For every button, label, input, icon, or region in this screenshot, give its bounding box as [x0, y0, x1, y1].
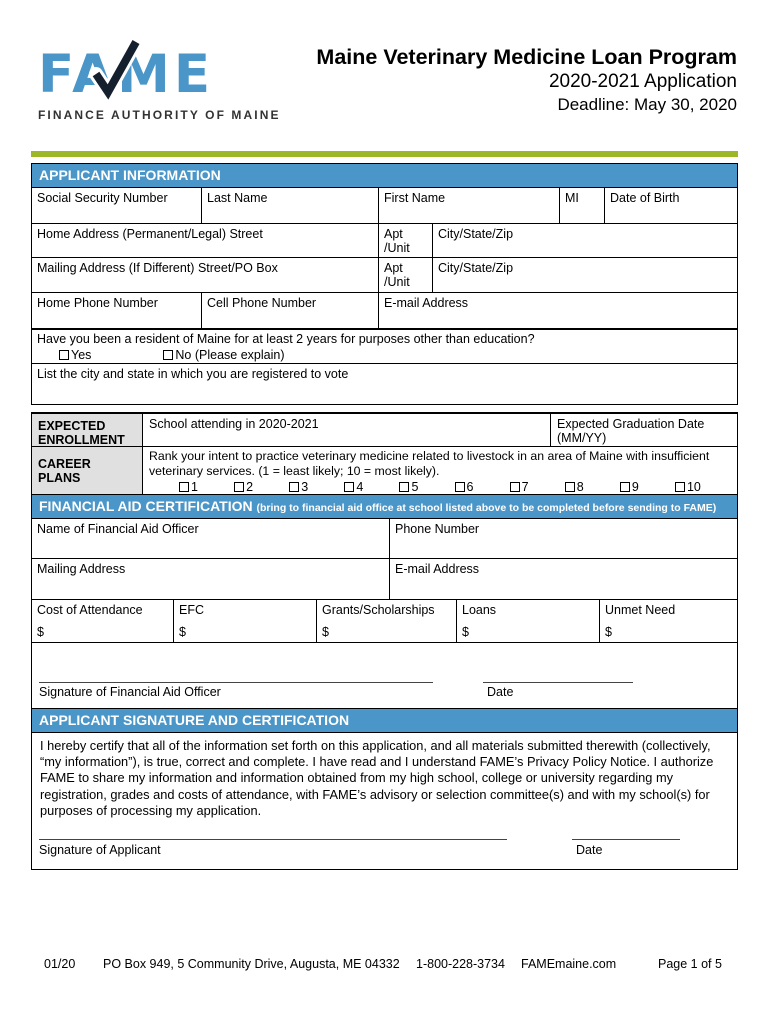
financial-aid-note: (bring to financial aid office at school listed above to be completed before sending to FAME) [256, 502, 717, 514]
aid-officer-date-line[interactable] [483, 682, 633, 683]
home-apt-unit-field[interactable] [379, 224, 433, 257]
table-row [32, 293, 737, 328]
dollar-sign: $ [462, 625, 469, 639]
mailing-address-field[interactable] [32, 258, 379, 292]
aid-officer-name-field[interactable] [32, 519, 390, 558]
unmet-need-field[interactable] [600, 600, 737, 642]
applicant-certification-header: APPLICANT SIGNATURE AND CERTIFICATION [32, 709, 737, 733]
aid-officer-phone-field[interactable] [390, 519, 737, 558]
home-city-state-zip-label: City/State/Zip [438, 227, 514, 241]
section-financial-aid [31, 495, 738, 709]
expected-enrollment-heading: EXPECTED ENROLLMENT [32, 414, 143, 446]
table-row [32, 519, 737, 559]
mailing-address-label: Mailing Address (If Different) Street/PO Box [37, 261, 278, 275]
applicant-date-label: Date [576, 843, 603, 857]
last-name-field[interactable] [202, 188, 379, 223]
mailing-city-state-zip-field[interactable] [433, 258, 737, 292]
applicant-signature-line[interactable] [39, 839, 507, 840]
career-rank-10-checkbox[interactable] [675, 482, 685, 492]
mailing-apt-unit-label: Apt /Unit [384, 261, 410, 289]
career-rank-5-checkbox[interactable] [399, 482, 409, 492]
career-rank-10-label: 10 [686, 480, 701, 494]
last-name-label: Last Name [207, 191, 268, 205]
career-rank-7-label: 7 [521, 480, 529, 494]
fame-logo [38, 44, 281, 122]
career-rank-4-checkbox[interactable] [344, 482, 354, 492]
table-row [32, 258, 737, 293]
mailing-city-state-zip-label: City/State/Zip [438, 261, 514, 275]
efc-label: EFC [179, 603, 204, 617]
dollar-sign: $ [37, 625, 44, 639]
cost-of-attendance-label: Cost of Attendance [37, 603, 143, 617]
career-rank-3-checkbox[interactable] [289, 482, 299, 492]
cell-phone-label: Cell Phone Number [207, 296, 317, 310]
loans-label: Loans [462, 603, 497, 617]
home-phone-field[interactable] [32, 293, 202, 328]
home-address-field[interactable] [32, 224, 379, 257]
home-city-state-zip-field[interactable] [433, 224, 737, 257]
page-title: Maine Veterinary Medicine Loan Program [316, 45, 737, 69]
date-of-birth-field[interactable] [605, 188, 737, 223]
aid-officer-signature-line[interactable] [39, 682, 433, 683]
applicant-information-header: APPLICANT INFORMATION [32, 164, 737, 188]
certification-body [32, 733, 737, 869]
first-name-field[interactable] [379, 188, 560, 223]
career-rank-6-label: 6 [466, 480, 474, 494]
aid-officer-phone-label: Phone Number [395, 522, 480, 536]
middle-initial-field[interactable] [560, 188, 605, 223]
section-applicant-information [31, 163, 738, 405]
career-rank-1-label: 1 [191, 480, 198, 494]
table-row [32, 188, 737, 224]
footer-phone: 1-800-228-3734 [416, 957, 505, 971]
career-rank-9-checkbox[interactable] [620, 482, 630, 492]
table-row [32, 559, 737, 600]
logo-tagline: FINANCE AUTHORITY OF MAINE [38, 108, 281, 122]
aid-officer-signature-area [32, 643, 737, 708]
school-attending-field[interactable] [143, 414, 551, 446]
table-row [32, 414, 737, 447]
voter-registration-label: List the city and state in which you are registered to vote [37, 367, 349, 381]
application-form [31, 163, 738, 870]
home-apt-unit-label: Apt /Unit [384, 227, 410, 255]
career-rank-4-label: 4 [356, 480, 364, 494]
dollar-sign: $ [179, 625, 186, 639]
career-rank-2-checkbox[interactable] [234, 482, 244, 492]
applicant-date-line[interactable] [572, 839, 680, 840]
table-row [32, 447, 737, 494]
dollar-sign: $ [322, 625, 329, 639]
school-attending-label: School attending in 2020-2021 [149, 417, 319, 431]
career-rank-1-checkbox[interactable] [179, 482, 189, 492]
loans-field[interactable] [457, 600, 600, 642]
financial-aid-title: FINANCIAL AID CERTIFICATION [39, 498, 253, 514]
footer-revision: 01/20 [44, 957, 76, 971]
residency-no-checkbox[interactable] [163, 350, 173, 360]
first-name-label: First Name [384, 191, 446, 205]
ssn-label: Social Security Number [37, 191, 168, 205]
cost-of-attendance-field[interactable] [32, 600, 174, 642]
certification-text: I hereby certify that all of the information set forth on this application, and all materials submitted therewith (collectively, “my information”), is true, correct and complete. I have read and I understand FAME’s Privacy Policy Notice. I authorize FAME to share my information and information obtained from my high school, college or university regarding my registration, grades and costs of attendance, with FAME’s advisory or selection committee(s) and with my school(s) for purposes of processing my application. [40, 738, 714, 818]
grants-scholarships-label: Grants/Scholarships [322, 603, 435, 617]
fame-wordmark: FAME [38, 44, 215, 105]
section-enrollment-career [31, 412, 738, 495]
residency-question-block [32, 328, 737, 364]
residency-yes-checkbox[interactable] [59, 350, 69, 360]
aid-officer-mailing-label: Mailing Address [37, 562, 126, 576]
table-row [32, 600, 737, 643]
aid-officer-email-label: E-mail Address [395, 562, 480, 576]
footer-page-number: Page 1 of 5 [658, 957, 722, 971]
mailing-apt-unit-field[interactable] [379, 258, 433, 292]
career-rank-3-label: 3 [301, 480, 309, 494]
career-rank-options [149, 478, 731, 495]
grants-scholarships-field[interactable] [317, 600, 457, 642]
career-rank-6-checkbox[interactable] [455, 482, 465, 492]
home-phone-label: Home Phone Number [37, 296, 158, 310]
residency-question: Have you been a resident of Maine for at least 2 years for purposes other than education? [37, 332, 535, 346]
career-rank-prompt: Rank your intent to practice veterinary medicine related to livestock in an area of Maine with insufficient veterinary services. (1 = least likely; 10 = most likely). [149, 449, 710, 478]
career-rank-2-label: 2 [246, 480, 254, 494]
efc-field[interactable] [174, 600, 317, 642]
middle-initial-label: MI [565, 191, 579, 205]
logo-checkmark-icon [84, 36, 154, 104]
aid-officer-date-label: Date [487, 685, 514, 699]
residency-yes-label: Yes [71, 348, 92, 362]
page-subtitle: 2020-2021 Application [548, 71, 737, 92]
table-row [32, 224, 737, 258]
career-rank-8-label: 8 [576, 480, 584, 494]
career-rank-5-label: 5 [411, 480, 419, 494]
residency-no-label: No (Please explain) [175, 348, 285, 362]
document-titles [316, 44, 737, 116]
date-of-birth-label: Date of Birth [610, 191, 680, 205]
email-label: E-mail Address [384, 296, 469, 310]
aid-officer-signature-label: Signature of Financial Aid Officer [39, 685, 221, 699]
graduation-date-label: Expected Graduation Date (MM/YY) [557, 417, 705, 445]
graduation-date-field[interactable] [551, 414, 737, 446]
cell-phone-field[interactable] [202, 293, 379, 328]
divider-bar [31, 151, 738, 157]
footer-address: PO Box 949, 5 Community Drive, Augusta, ME 04332 [103, 957, 400, 971]
unmet-need-label: Unmet Need [605, 603, 676, 617]
section-applicant-certification [31, 709, 738, 870]
career-rank-9-label: 9 [631, 480, 639, 494]
footer-website: FAMEmaine.com [521, 957, 617, 971]
applicant-signature-label: Signature of Applicant [39, 843, 161, 857]
voter-registration-field[interactable] [32, 364, 737, 404]
deadline-text: Deadline: May 30, 2020 [557, 95, 737, 114]
career-rank-8-checkbox[interactable] [565, 482, 575, 492]
aid-officer-name-label: Name of Financial Aid Officer [37, 522, 199, 536]
email-field[interactable] [379, 293, 737, 328]
home-address-label: Home Address (Permanent/Legal) Street [37, 227, 263, 241]
ssn-field[interactable] [32, 188, 202, 223]
aid-officer-mailing-field[interactable] [32, 559, 390, 599]
career-plans-content [143, 447, 737, 494]
dollar-sign: $ [605, 625, 612, 639]
career-plans-heading: CAREER PLANS [32, 447, 143, 494]
career-rank-7-checkbox[interactable] [510, 482, 520, 492]
financial-aid-header [32, 495, 737, 519]
aid-officer-email-field[interactable] [390, 559, 737, 599]
